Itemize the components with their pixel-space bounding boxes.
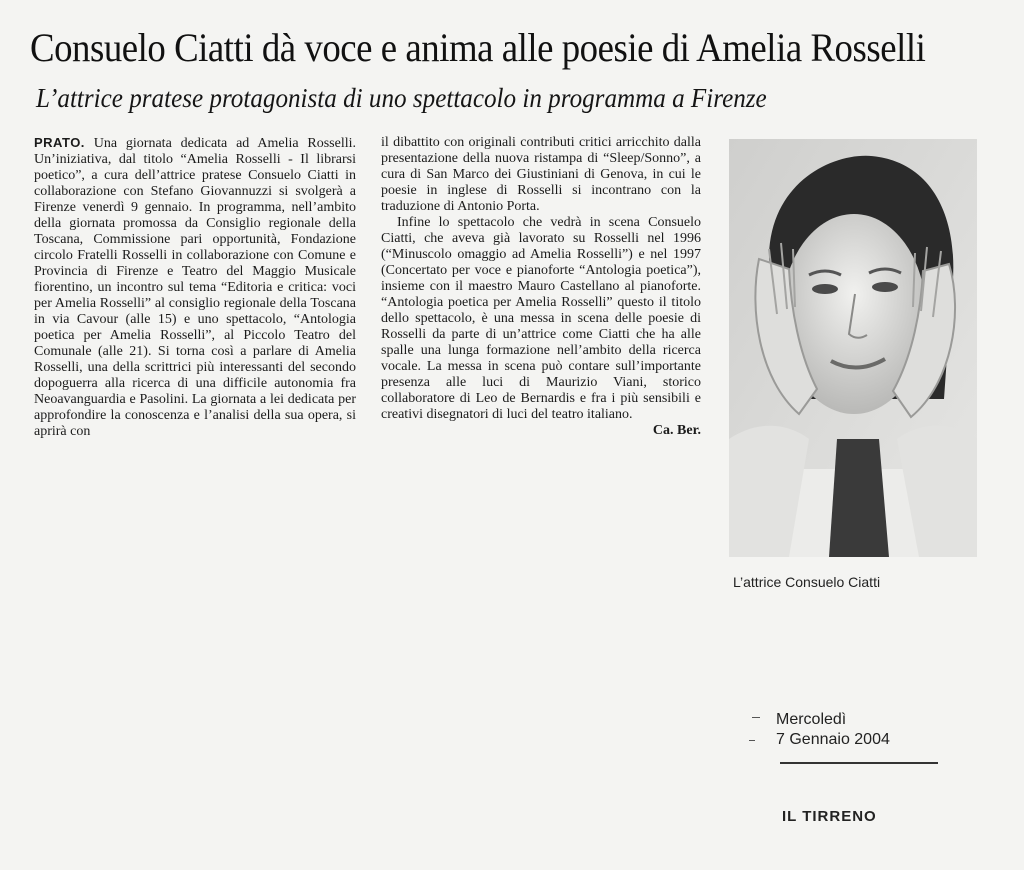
photo-caption: L’attrice Consuelo Ciatti xyxy=(733,574,881,590)
article-body-text: Una giornata dedicata ad Amelia Rosselli. Un’iniziativa, dal titolo “Amelia Rosselli - Il librarsi poetico”, a cura dell’attrice pratese Consuelo Ciatti in collaborazione con Stefano Giovannuzzi si svolgerà a Firenze venerdì 9 gennaio. In programma, nell’ambito della giornata promossa da Consiglio regionale della Toscana, Commissione pari opportunità, Fondazione circolo Fratelli Rosselli in collaborazione con Comune e Provincia di Firenze e Teatro del Maggio Musicale fiorentino, un incontro sul tema “Editoria e critica: voci per Amelia Rosselli” al consiglio regionale della Toscana in via Cavour (alle 15) e uno spettacolo, “Antologia poetica per Amelia Rosselli”, al Piccolo Teatro del Comunale (alle 21). Si torna così a parlare di Amelia Rosselli, una della scrittrici più interessanti del secondo dopoguerra alla ricerca di una difficile autonomia fra Neoavanguardia e Pasolini. La giornata a lei dedicata per approfondire la conoscenza e l’analisi della sua opera, si aprirà con xyxy=(34,136,357,439)
portrait-photo xyxy=(729,139,977,557)
stamp-date: 7 Gennaio 2004 xyxy=(776,731,890,748)
newspaper-name: IL TIRRENO xyxy=(782,808,877,825)
portrait-illustration xyxy=(729,139,977,557)
article-paragraph xyxy=(34,135,356,440)
article-paragraph: Infine lo spettacolo che vedrà in scena Consuelo Ciatti, che aveva già lavorato su Rosselli nel 1996 (“Minuscolo omaggio ad Amelia Rosselli”) e nel 1997 (Concertato per voce e pianoforte “Antologia poetica”), insieme con il maestro Mauro Castellano al pianoforte. “Antologia poetica per Amelia Rosselli” questo il titolo dello spettacolo, è una messa in scena delle poesie di Rosselli da parte di un’attrice come Ciatti che ha alle spalle una lunga formazione nell’ambito della ricerca vocale. La messa in scena può contare sull’importante presenza alle luci di Maurizio Viani, storico collaboratore di Leo de Bernardis e fra i più sensibili e creativi disegnatori di luci del teatro italiano. xyxy=(381,215,701,422)
article-byline: Ca. Ber. xyxy=(652,423,701,438)
stamp-weekday: Mercoledì xyxy=(776,711,847,728)
article-paragraph: il dibattito con originali contributi critici arricchito dalla presentazione della nuova ristampa di “Sleep/Sonno”, a cura di San Marco dei Giustiniani di Genova, in cui le poesie in inglese di Rosselli si incontrano con la traduzione di Antonio Porta. xyxy=(381,135,701,214)
article-column-1 xyxy=(34,135,356,440)
stamp-underline xyxy=(780,762,938,764)
article-subheadline: L’attrice pratese protagonista di uno spettacolo in programma a Firenze xyxy=(36,83,767,113)
article-headline: Consuelo Ciatti dà voce e anima alle poesie di Amelia Rosselli xyxy=(30,25,926,70)
margin-mark xyxy=(749,740,755,741)
article-column-2 xyxy=(381,135,701,439)
margin-mark xyxy=(752,717,760,718)
clipping-date-stamp xyxy=(776,710,890,750)
article-dateline: PRATO. xyxy=(34,135,85,150)
